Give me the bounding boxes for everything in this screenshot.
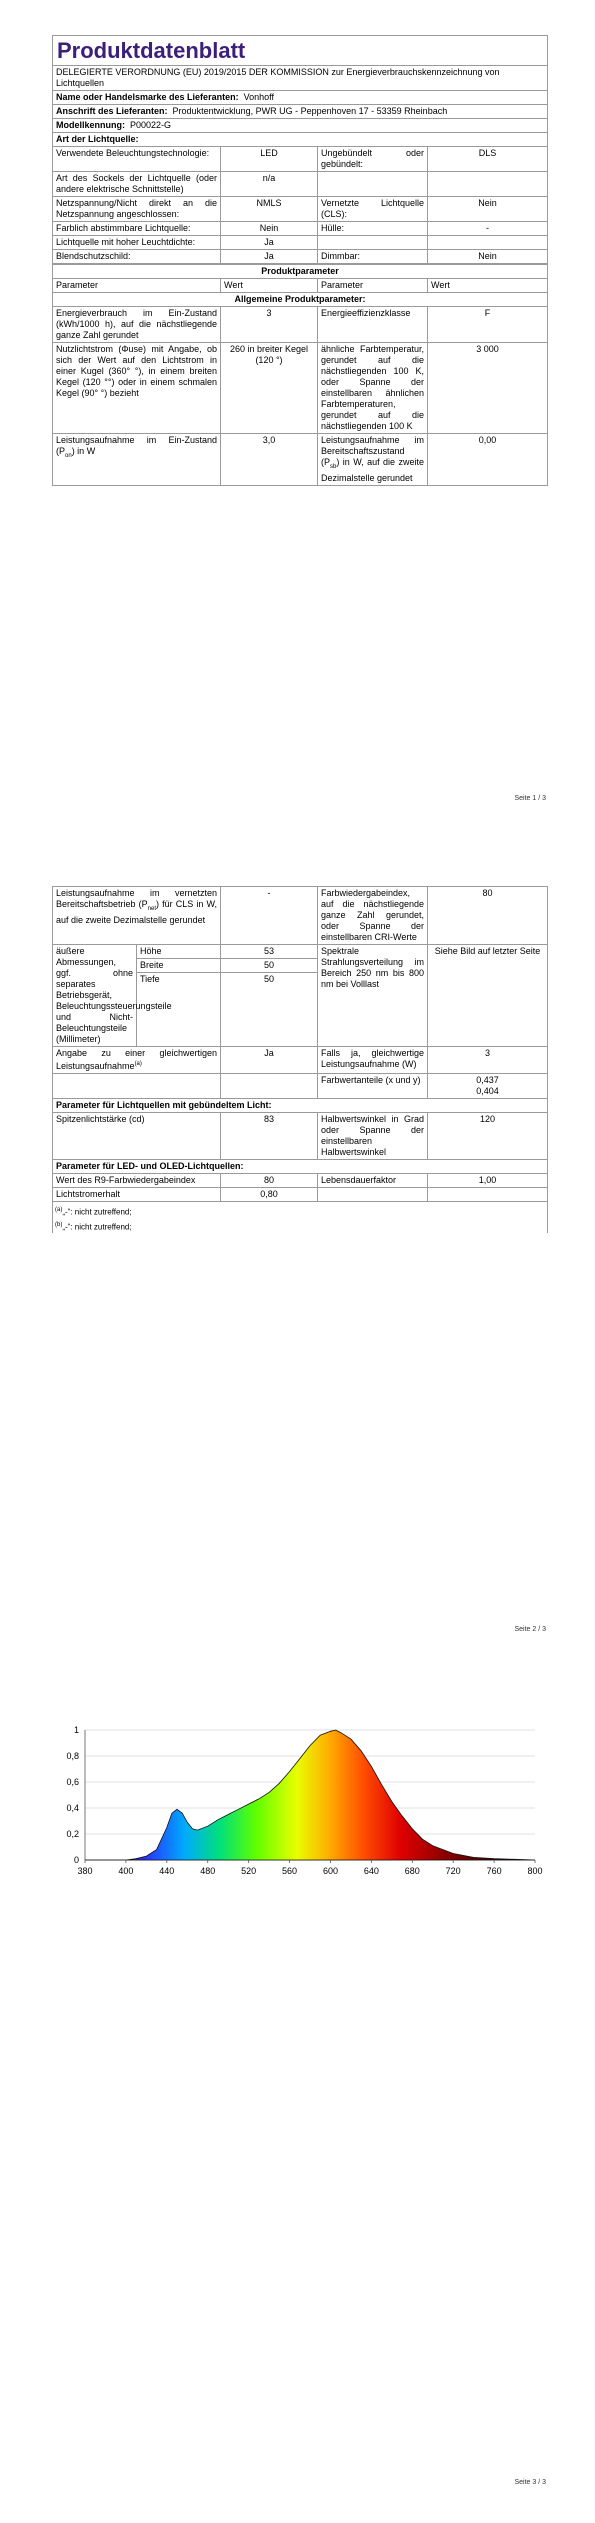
lifetime-label: Lebensdauerfaktor: [318, 1174, 428, 1187]
param-label: Leistungsaufnahme im Ein-Zustand $(P_{on})$ in W: [53, 434, 221, 485]
type-value: NMLS: [221, 197, 318, 221]
type-value-2: -: [486, 223, 489, 233]
x-tick-label: 680: [404, 1866, 420, 1875]
param-row: [53, 307, 547, 343]
chromaticity-row: [53, 1074, 547, 1099]
param-header-row: [53, 279, 547, 293]
type-label: Verwendete Beleuchtungstechnologie:: [53, 147, 221, 171]
equivalent-label-2: Falls ja, gleichwertige Leistungsaufnahme (W): [318, 1047, 428, 1073]
equivalent-value: Ja: [221, 1047, 318, 1073]
param-row: [53, 434, 547, 486]
equivalent-value-2: 3: [484, 1048, 490, 1058]
dimension-value: 50: [263, 974, 274, 984]
param-value-2: F: [484, 308, 491, 318]
x-tick-label: 440: [159, 1866, 175, 1875]
param-row: [53, 343, 547, 434]
directional-heading: Parameter für Lichtquellen mit gebündeltem Licht:: [56, 1100, 272, 1110]
param-label: Leistungsaufnahme im vernetzten Bereitschaftsbetrieb $(P_{net})$ für CLS in W, auf die zweite Dezimalstelle gerundet: [53, 887, 221, 944]
dimension-value: 53: [221, 945, 317, 959]
header-parameter: Parameter: [53, 279, 221, 292]
param-label-2: ähnliche Farbtemperatur, gerundet auf die nächstliegenden 100 K, oder Spanne der einstellbaren ähnlichen Farbtemperaturen, gerundet auf die nächstliegenden 100 K: [318, 343, 428, 433]
param-label: Nutzlichtstrom (Φuse) mit Angabe, ob sich der Wert auf den Lichtstrom in einer Kugel (360° °), in einem breiten Kegel (120 °°) oder in einem schmalen Kegel (90° °) bezieht: [53, 343, 221, 433]
page2-table: [52, 886, 548, 1233]
spectrum-label: Spektrale Strahlungsverteilung im Bereich 250 nm bis 800 nm bei Volllast: [318, 945, 428, 1046]
x-tick-label: 640: [363, 1866, 379, 1875]
page-title: Produktdatenblatt: [57, 38, 246, 63]
type-value-2: Nein: [478, 198, 497, 208]
y-tick-label: 0: [73, 1855, 79, 1865]
type-label-2: Hülle:: [318, 222, 428, 235]
type-row: [53, 147, 547, 172]
param-label-2: Leistungsaufnahme im Bereitschaftszustand $(P_{sb})$ in W, auf die zweite Dezimalstelle gerundet: [318, 434, 428, 485]
param-label-2: Farbwiedergabeindex, auf die nächstliegende ganze Zahl gerundet, oder Spanne der einstellbaren CRI-Werte: [318, 887, 428, 944]
x-tick-label: 600: [322, 1866, 338, 1875]
peak-value: 83: [221, 1113, 318, 1159]
page-number: Seite 3 / 3: [514, 2479, 546, 2486]
equivalent-row: [53, 1047, 547, 1074]
dimension-name: Höhe: [137, 945, 220, 959]
header-parameter-2: Parameter: [318, 279, 428, 292]
x-tick-label: 480: [200, 1866, 216, 1875]
param-value-2: 80: [482, 888, 493, 898]
type-value-2: [428, 236, 547, 249]
type-value: LED: [221, 147, 318, 171]
type-row: [53, 222, 547, 236]
beam-angle-label: Halbwertswinkel in Grad oder Spanne der einstellbaren Halbwertswinkel: [318, 1113, 428, 1159]
regulation-text: DELEGIERTE VERORDNUNG (EU) 2019/2015 DER KOMMISSION zur Energieverbrauchskennzeichnung von Lichtquellen: [56, 67, 500, 88]
type-label: Art des Sockels der Lichtquelle (oder andere elektrische Schnittstelle): [53, 172, 221, 196]
r9-value: 80: [221, 1174, 318, 1187]
param-label: Energieverbrauch im Ein-Zustand (kWh/1000 h), auf die nächstliegende ganze Zahl gerundet: [53, 307, 221, 342]
supplier-row: [53, 91, 547, 105]
param-label-2: Energieeffizienzklasse: [318, 307, 428, 342]
y-tick-label: 0,4: [66, 1803, 79, 1813]
header-value: Wert: [221, 279, 318, 292]
type-row: [53, 250, 547, 264]
type-label-2: Ungebündelt oder gebündelt:: [318, 147, 428, 171]
param-value: 3,0: [221, 434, 318, 485]
type-value: Ja: [221, 250, 318, 263]
y-tick-label: 0,6: [66, 1777, 79, 1787]
type-label-2: Vernetzte Lichtquelle (CLS):: [318, 197, 428, 221]
r9-label: Wert des R9-Farbwiedergabeindex: [53, 1174, 221, 1187]
page-number: Seite 1 / 3: [514, 795, 546, 802]
model-label: Modellkennung:: [56, 120, 125, 130]
lumen-row: [53, 1188, 547, 1202]
beam-angle-value: 120: [479, 1114, 496, 1124]
led-heading: Parameter für LED- und OLED-Lichtquellen:: [56, 1161, 244, 1171]
y-tick-label: 1: [73, 1725, 79, 1735]
footnotes: [53, 1202, 547, 1233]
y-tick-label: 0,8: [66, 1751, 79, 1761]
model-value: P00022-G: [130, 120, 172, 130]
page1-table: [52, 35, 548, 486]
type-label-2: [318, 236, 428, 249]
header-value-2: Wert: [431, 280, 450, 290]
x-tick-label: 400: [118, 1866, 134, 1875]
address-label: Anschrift des Lieferanten:: [56, 106, 168, 116]
type-value: Ja: [221, 236, 318, 249]
general-params-heading: Allgemeine Produktparameter:: [234, 294, 366, 304]
lumen-label: Lichtstromerhalt: [53, 1188, 221, 1201]
equivalent-label: Angabe zu einer gleichwertigen Leistungsaufnahme$^{(a)}$: [53, 1047, 221, 1073]
type-label: Lichtquelle mit hoher Leuchtdichte:: [53, 236, 221, 249]
type-label: Netzspannung/Nicht direkt an die Netzspannung angeschlossen:: [53, 197, 221, 221]
spectrum-value: Siehe Bild auf letzter Seite: [434, 946, 541, 956]
page-number: Seite 2 / 3: [514, 1626, 546, 1633]
y-tick-label: 0,2: [66, 1829, 79, 1839]
type-label-2: Dimmbar:: [318, 250, 428, 263]
peak-row: [53, 1113, 547, 1160]
param-value: 3: [221, 307, 318, 342]
type-value: Nein: [221, 222, 318, 235]
footnote: $^{(b)}$„-“: nicht zutreffend;: [55, 1221, 132, 1232]
type-value-2: Nein: [478, 251, 497, 261]
supplier-label: Name oder Handelsmarke des Lieferanten:: [56, 92, 239, 102]
type-value-2: [428, 172, 547, 196]
type-label: Farblich abstimmbare Lichtquelle:: [53, 222, 221, 235]
peak-label: Spitzenlichtstärke (cd): [53, 1113, 221, 1159]
footnote: $^{(a)}$„-“: nicht zutreffend;: [55, 1207, 132, 1217]
type-row: [53, 236, 547, 250]
x-tick-label: 560: [282, 1866, 298, 1875]
address-row: [53, 105, 547, 119]
type-label: Blendschutzschild:: [53, 250, 221, 263]
r9-row: [53, 1174, 547, 1188]
dimensions-row: [53, 945, 547, 1047]
param-row: [53, 887, 547, 945]
chromaticity-value: 0,437 0,404: [476, 1075, 499, 1096]
param-value: -: [221, 887, 318, 944]
type-row: [53, 197, 547, 222]
model-row: [53, 119, 547, 133]
x-tick-label: 380: [77, 1866, 93, 1875]
chromaticity-label: Farbwertanteile (x und y): [318, 1074, 428, 1098]
x-tick-label: 720: [445, 1866, 461, 1875]
x-tick-label: 800: [527, 1866, 543, 1875]
address-value: Produktentwicklung, PWR UG - Peppenhoven 17 - 53359 Rheinbach: [172, 106, 448, 116]
param-value: 260 in breiter Kegel (120 °): [221, 343, 318, 433]
lumen-value: 0,80: [221, 1188, 318, 1201]
param-value-2: 0,00: [478, 435, 497, 445]
type-row: [53, 172, 547, 197]
light-type-heading: Art der Lichtquelle:: [56, 134, 139, 144]
type-value: n/a: [221, 172, 318, 196]
type-label-2: [318, 172, 428, 196]
spectrum-chart: [55, 1720, 545, 1875]
spectrum-area: [85, 1730, 535, 1860]
lifetime-value: 1,00: [478, 1175, 497, 1185]
dimension-name: Breite: [137, 959, 220, 973]
param-value-2: 3 000: [476, 344, 499, 354]
product-params-heading: Produktparameter: [261, 266, 339, 276]
dimensions-label: äußere Abmessungen, ggf. ohne separates Betriebsgerät, Beleuchtungssteuerungsteile und Nicht-Beleuchtungsteile (Millimeter): [53, 945, 137, 1046]
dimension-name: Tiefe: [140, 974, 160, 984]
dimension-value: 50: [221, 959, 317, 973]
type-value-2: DLS: [478, 148, 497, 158]
supplier-value: Vonhoff: [243, 92, 274, 102]
x-tick-label: 760: [486, 1866, 502, 1875]
x-tick-label: 520: [241, 1866, 257, 1875]
